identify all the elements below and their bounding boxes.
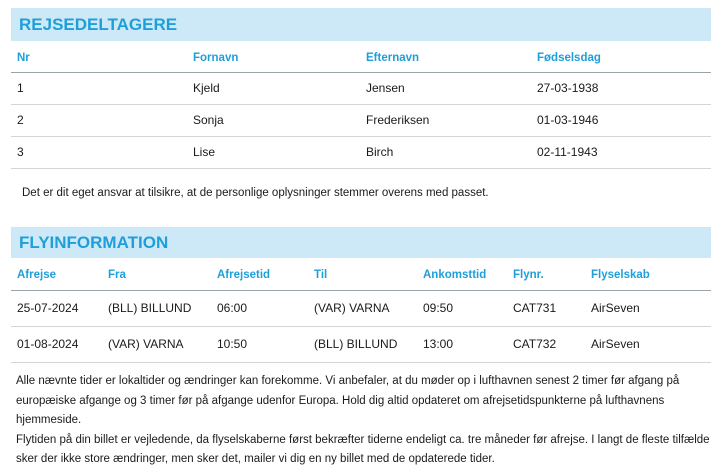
flight-departure-time: 10:50 [211,326,308,362]
flight-to: (VAR) VARNA [308,290,417,326]
traveler-first-name: Kjeld [187,72,360,104]
table-row [11,136,711,168]
passport-responsibility-note: Det er dit eget ansvar at tilsikre, at de personlige oplysninger stemmer overens med passet. [22,187,489,199]
local-times-note: Alle nævnte tider er lokaltider og ændringer kan forekomme. Vi anbefaler, at du møder op i lufthavnen senest 2 timer før afgang på europæiske afgange og 3 timer før på afgange udenfor Europa. Hold dig altid opdateret om afrejsetidspunkterne på lufthavnens hjemmeside. [16,375,680,426]
traveler-last-name: Birch [360,136,531,168]
traveler-birthday: 02-11-1943 [531,136,711,168]
traveler-birthday: 01-03-1946 [531,104,711,136]
traveler-nr: 2 [11,104,187,136]
traveler-last-name: Frederiksen [360,104,531,136]
traveler-nr: 3 [11,136,187,168]
column-header-nr: Nr [11,44,187,72]
flight-title-text: FLYINFORMATION [19,232,169,252]
flight-airline: AirSeven [585,290,711,326]
column-header-fra: Fra [102,260,211,290]
travelers-title-text: REJSEDELTAGERE [19,14,178,34]
flight-table [11,260,711,363]
travelers-section-title [11,8,711,41]
traveler-nr: 1 [11,72,187,104]
flight-info-note [16,372,716,470]
traveler-first-name: Lise [187,136,360,168]
table-row [11,104,711,136]
table-row [11,72,711,104]
flight-airline: AirSeven [585,326,711,362]
travelers-header-row [11,44,711,72]
flight-section-title [11,227,711,258]
column-header-til: Til [308,260,417,290]
travelers-table [11,44,711,169]
column-header-flynr: Flynr. [507,260,585,290]
flight-time-guidance-note: Flytiden på din billet er vejledende, da flyselskaberne først bekræfter tiderne endeligt ca. tre måneder før afrejse. I langt de fleste tilfælde sker der ikke store ændringer, men sker det, mailer vi dig en ny billet med de opdaterede tider. [16,433,710,465]
column-header-fornavn: Fornavn [187,44,360,72]
column-header-afrejse: Afrejse [11,260,102,290]
table-row [11,326,711,362]
flight-number: CAT732 [507,326,585,362]
column-header-foedselsdag: Fødselsdag [531,44,711,72]
flight-from: (BLL) BILLUND [102,290,211,326]
column-header-ankomsttid: Ankomsttid [417,260,507,290]
flight-number: CAT731 [507,290,585,326]
table-row [11,290,711,326]
flight-header-row [11,260,711,290]
flight-arrival-time: 13:00 [417,326,507,362]
flight-arrival-time: 09:50 [417,290,507,326]
traveler-birthday: 27-03-1938 [531,72,711,104]
column-header-afrejsetid: Afrejsetid [211,260,308,290]
flight-departure-date: 25-07-2024 [11,290,102,326]
traveler-first-name: Sonja [187,104,360,136]
flight-to: (BLL) BILLUND [308,326,417,362]
flight-departure-time: 06:00 [211,290,308,326]
flight-from: (VAR) VARNA [102,326,211,362]
column-header-efternavn: Efternavn [360,44,531,72]
traveler-last-name: Jensen [360,72,531,104]
flight-departure-date: 01-08-2024 [11,326,102,362]
column-header-flyselskab: Flyselskab [585,260,711,290]
